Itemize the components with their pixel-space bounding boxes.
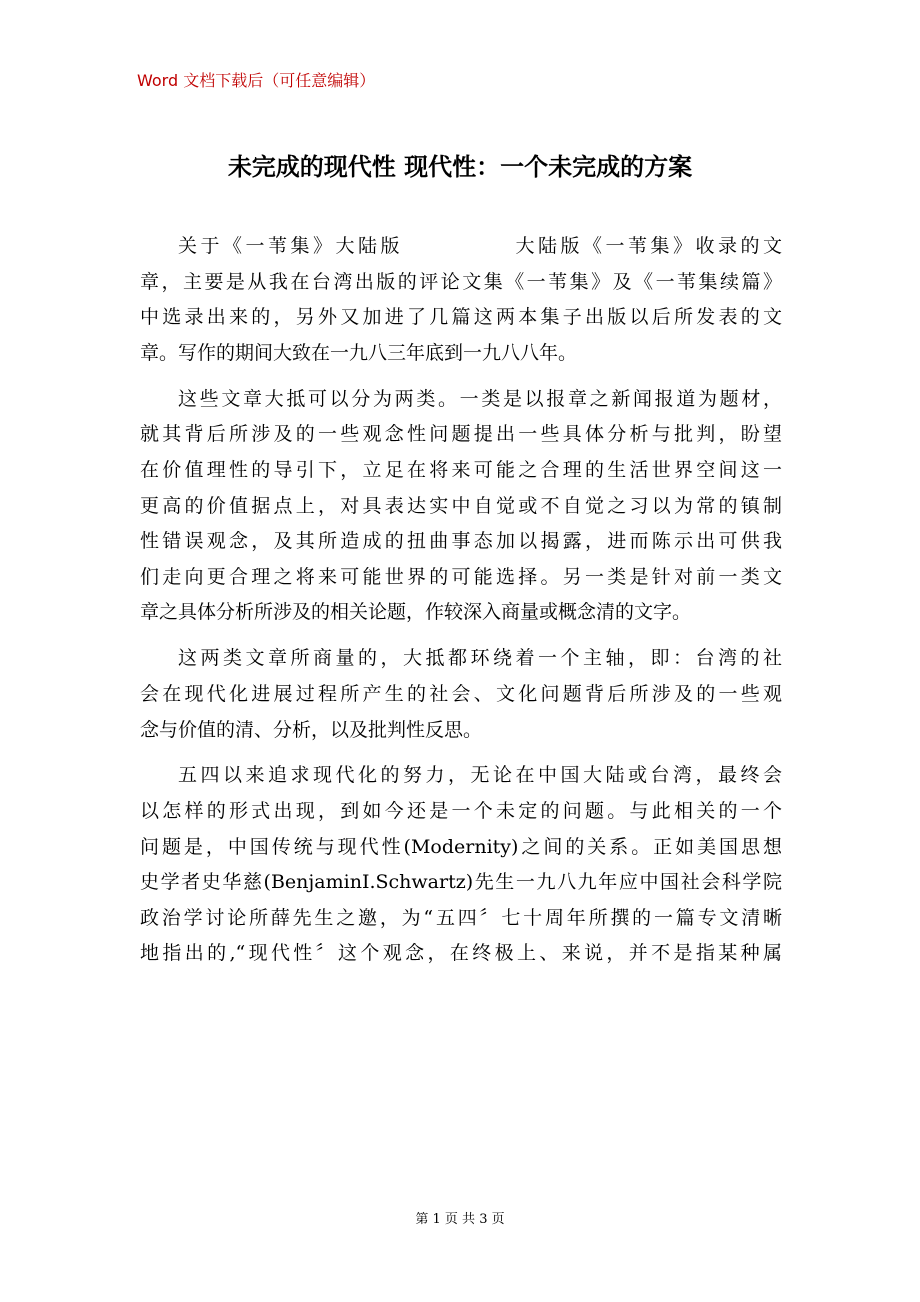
paragraph-line: 关于《一苇集》大陆版 大陆版《一苇集》收录的文 <box>178 235 782 257</box>
paragraph-line: 中选录出来的，另外又加进了几篇这两本集子出版以后所发表的文 <box>140 306 782 329</box>
paragraph-line: 这两类文章所商量的，大抵都环绕着一个主轴，即：台湾的社 <box>178 647 782 670</box>
paragraph-line: 五四以来追求现代化的努力，无论在中国大陆或台湾，最终会 <box>178 764 782 787</box>
paragraph-1 <box>140 229 782 371</box>
paragraph-3 <box>140 641 782 748</box>
paragraph-line: 史学者史华慈(BenjaminI.Schwartz)先生一九八九年应中国社会科学院 <box>140 871 782 894</box>
paragraph-line: 以怎样的形式出现，到如今还是一个未定的问题。与此相关的一个 <box>140 800 782 823</box>
paragraph-line: 章，主要是从我在台湾出版的评论文集《一苇集》及《一苇集续篇》 <box>140 270 782 293</box>
document-title: 未完成的现代性 现代性：一个未完成的方案 <box>227 153 693 181</box>
paragraph-2 <box>140 382 782 631</box>
paragraph-line: 章。写作的期间大致在一九八三年底到一九八八年。 <box>140 341 578 364</box>
paragraph-line: 政治学讨论所薛先生之邀，为“五四〞七十周年所撰的一篇专文清晰 <box>140 906 782 929</box>
paragraph-line: 会在现代化进展过程所产生的社会、文化问题背后所涉及的一些观 <box>140 682 782 705</box>
paragraph-4 <box>140 758 782 972</box>
paragraph-line: 念与价值的清、分析，以及批判性反思。 <box>140 718 483 741</box>
paragraph-line: 地指出的,“现代性〞这个观念，在终极上、来说，并不是指某种属 <box>140 942 782 965</box>
document-body <box>140 229 782 982</box>
paragraph-line: 性错误观念，及其所造成的扭曲事态加以揭露，进而陈示出可供我 <box>140 530 782 553</box>
paragraph-line: 更高的价值据点上，对具表达实中自觉或不自觉之习以为常的镇制 <box>140 494 782 517</box>
page-footer: 第 1 页 共 3 页 <box>415 1212 505 1227</box>
paragraph-line: 章之具体分析所涉及的相关论题，作较深入商量或概念清的文字。 <box>140 601 692 624</box>
paragraph-line: 就其背后所涉及的一些观念性问题提出一些具体分析与批判，盼望 <box>140 423 782 446</box>
paragraph-line: 这些文章大抵可以分为两类。一类是以报章之新闻报道为题材， <box>178 387 782 410</box>
paragraph-line: 们走向更合理之将来可能世界的可能选择。另一类是针对前一类文 <box>140 565 782 588</box>
paragraph-line: 问题是，中国传统与现代性(Modernity)之间的关系。正如美国思想 <box>140 835 782 858</box>
paragraph-line: 在价值理性的导引下，立足在将来可能之合理的生活世界空间这一 <box>140 458 782 481</box>
download-header: Word 文档下载后（可任意编辑） <box>137 71 376 90</box>
